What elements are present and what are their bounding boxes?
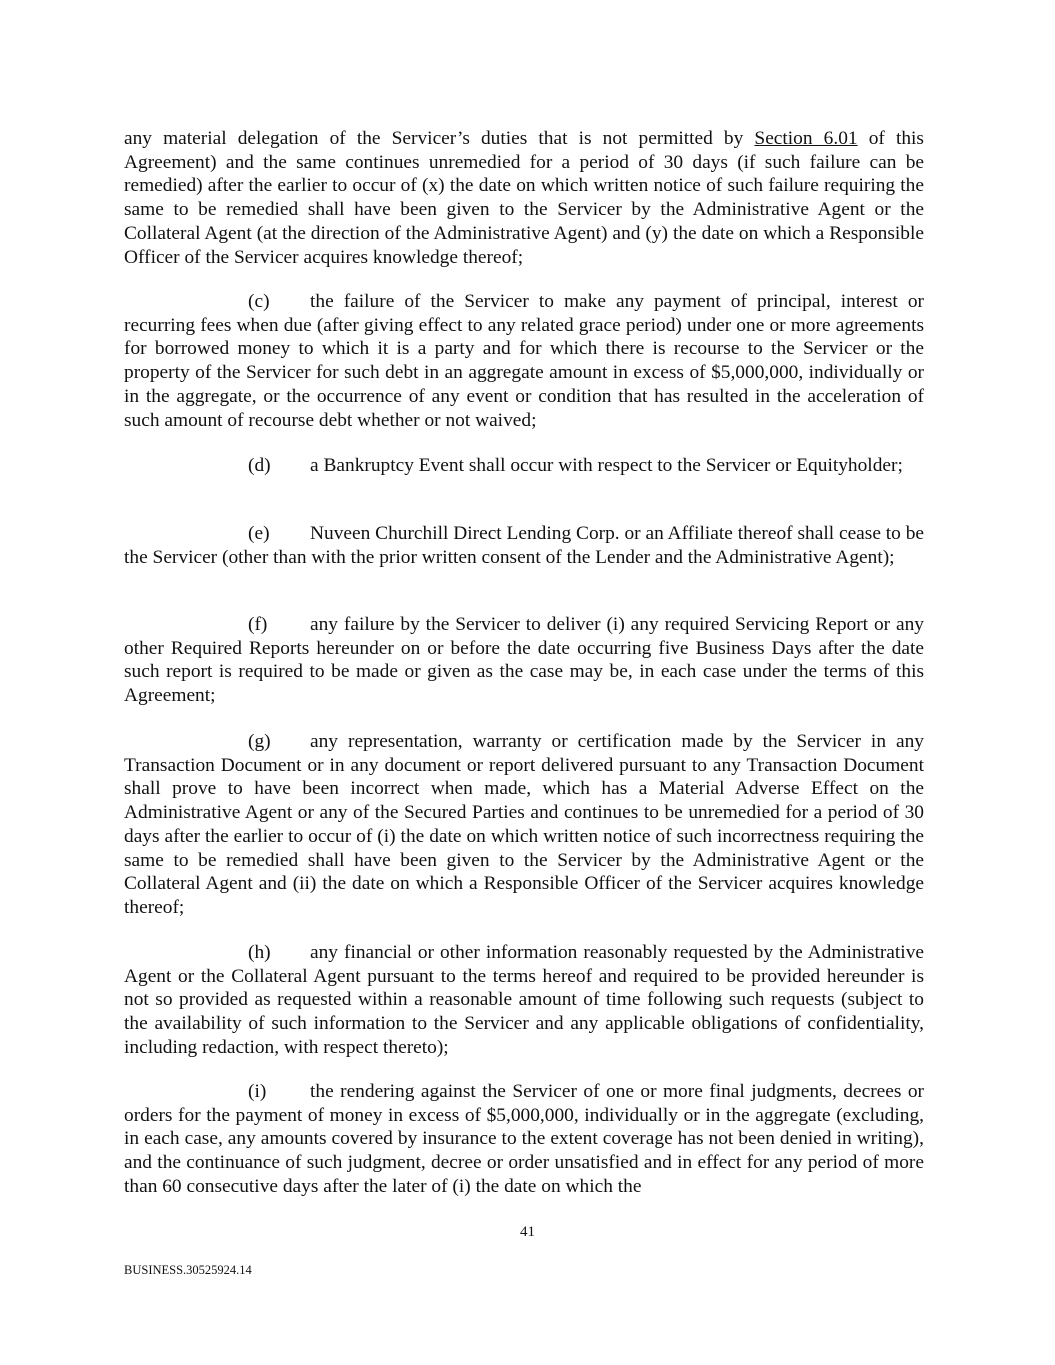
paragraph-c [124,290,924,432]
paragraph-text: the rendering against the Servicer of one or more final judgments, decrees or orders for the payment of money in excess of $5,000,000, individually or in the aggregate (excluding, in each case, any amounts covered by insurance to the extent coverage has not been denied in writing), and the continuance of such judgment, decree or order unsatisfied and in effect for any period of more than 60 consecutive days after the later of (i) the date on which the [124,1081,924,1197]
paragraph-text: Nuveen Churchill Direct Lending Corp. or an Affiliate thereof shall cease to be the Servicer (other than with the prior written consent of the Lender and the Administrative Agent); [124,523,925,568]
document-footer-id: BUSINESS.30525924.14 [124,1263,252,1277]
paragraph-text: any representation, warranty or certification made by the Servicer in any Transaction Document or in any document or report delivered pursuant to any Transaction Document shall prove to have been incorrect when made, which has a Material Adverse Effect on the Administrative Agent or any of the Secured Parties and continues to be unremedied for a period of 30 days after the earlier to occur of (i) the date on which written notice of such incorrectness requiring the same to be remedied shall have been given to the Servicer by the Administrative Agent or the Collateral Agent and (ii) the date on which a Responsible Officer of the Servicer acquires knowledge thereof; [124,731,924,918]
paragraph-e [124,522,924,569]
paragraph-text: a Bankruptcy Event shall occur with respect to the Servicer or Equityholder; [310,455,903,476]
clause-label: (c) [248,291,270,312]
paragraph-text: any financial or other information reasonably requested by the Administrative Agent or the Collateral Agent pursuant to the terms hereof and required to be provided hereunder is not so provided as requested within a reasonable amount of time following such requests (subject to the availability of such information to the Servicer and any applicable obligations of confidentiality, including redaction, with respect thereto); [124,942,924,1058]
clause-label: (e) [248,523,270,544]
clause-label: (d) [248,455,271,476]
paragraph-text: the failure of the Servicer to make any payment of principal, interest or recurring fees when due (after giving effect to any related grace period) under one or more agreements for borrowed money to which it is a party and for which there is recourse to the Servicer or the property of the Servicer for such debt in an aggregate amount in excess of $5,000,000, individually or in the aggregate, or the occurrence of any event or condition that has resulted in the acceleration of such amount of recourse debt whether or not waived; [124,291,924,431]
paragraph-d [124,454,924,478]
paragraph-i [124,1080,924,1199]
paragraph-text: of this Agreement) and the same continues unremedied for a period of 30 days (if such failure can be remedied) after the earlier to occur of (x) the date on which written notice of such failure requiring the same to be remedied shall have been given to the Servicer by the Administrative Agent or the Collateral Agent (at the direction of the Administrative Agent) and (y) the date on which a Responsible Officer of the Servicer acquires knowledge thereof; [124,128,924,268]
paragraph-f [124,613,924,708]
page-number: 41 [520,1224,535,1240]
paragraph-text: any material delegation of the Servicer’s duties that is not permitted by [124,128,755,149]
clause-label: (g) [248,731,271,752]
clause-label: (f) [248,614,268,635]
paragraph-g [124,730,924,920]
section-6-01-reference[interactable]: Section 6.01 [754,128,858,149]
paragraph-b-continued [124,127,924,269]
clause-label: (h) [248,942,271,963]
paragraph-h [124,941,924,1060]
paragraph-text: any failure by the Servicer to deliver (i) any required Servicing Report or any other Required Reports hereunder on or before the date occurring five Business Days after the date such report is required to be made or given as the case may be, in each case under the terms of this Agreement; [124,614,924,707]
clause-label: (i) [248,1081,267,1102]
